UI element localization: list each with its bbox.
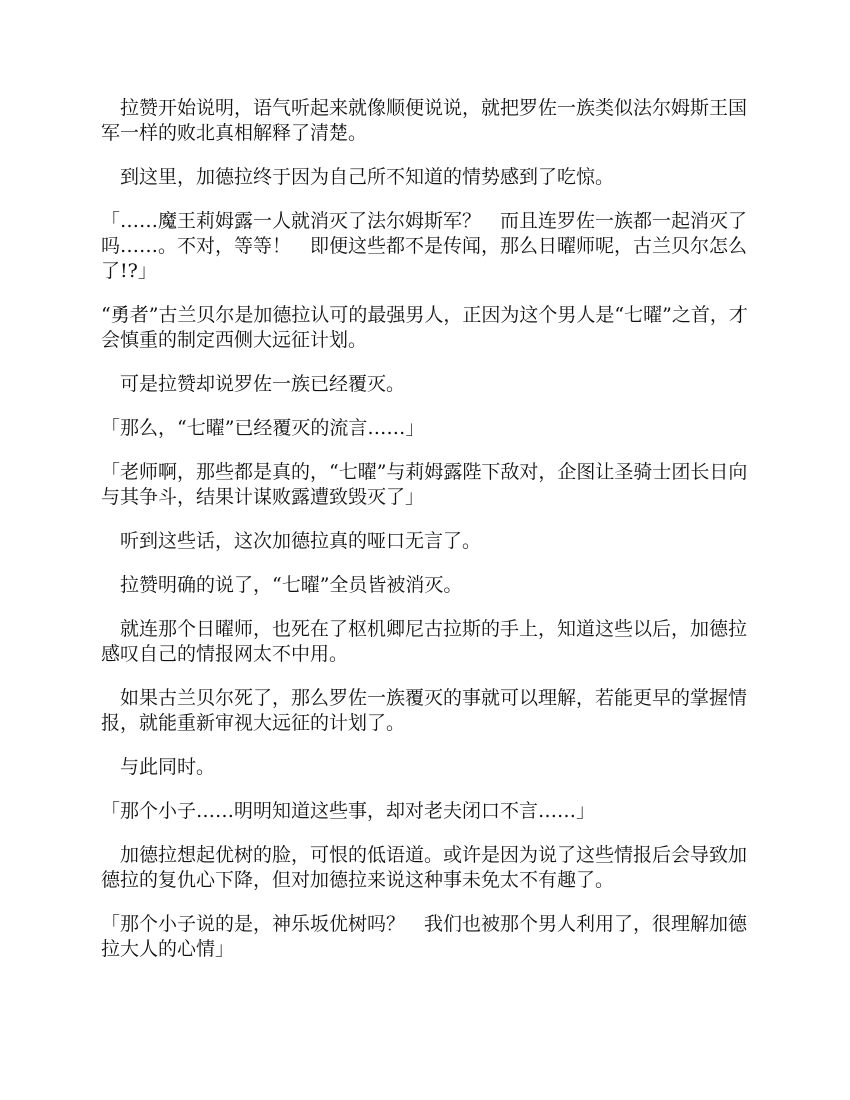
paragraph: 加德拉想起优树的脸，可恨的低语道。或许是因为说了这些情报后会导致加德拉的复仇心下降，但对加德拉来说这种事未免太不有趣了。 — [101, 844, 748, 891]
paragraph: 到这里，加德拉终于因为自己所不知道的情势感到了吃惊。 — [101, 166, 615, 188]
paragraph: 拉赞明确的说了，“七曜”全员皆被消灭。 — [101, 574, 463, 596]
paragraph: 「……魔王莉姆露一人就消灭了法尔姆斯军？ 而且连罗佐一族都一起消灭了吗……。不对，等等！ 即便这些都不是传闻，那么日曜师呢，古兰贝尔怎么了!?」 — [101, 210, 748, 282]
paragraph: 与此同时。 — [101, 756, 216, 778]
paragraph: 听到这些话，这次加德拉真的哑口无言了。 — [101, 530, 482, 552]
paragraph: 就连那个日曜师，也死在了枢机卿尼古拉斯的手上，知道这些以后，加德拉感叹自己的情报网太不中用。 — [101, 618, 748, 665]
paragraph: 拉赞开始说明，语气听起来就像顺便说说，就把罗佐一族类似法尔姆斯王国军一样的败北真相解释了清楚。 — [101, 97, 748, 144]
paragraph: 「那个小子说的是，神乐坂优树吗？ 我们也被那个男人利用了，很理解加德拉大人的心情」 — [101, 913, 748, 960]
paragraph: 「老师啊，那些都是真的，“七曜”与莉姆露陛下敌对，企图让圣骑士团长日向与其争斗，结果计谋败露遭致毁灭了」 — [101, 461, 748, 508]
paragraph: 「那么，“七曜”已经覆灭的流言……」 — [101, 417, 425, 439]
paragraph: “勇者”古兰贝尔是加德拉认可的最强男人，正因为这个男人是“七曜”之首，才会慎重的制定西侧大远征计划。 — [101, 304, 748, 351]
paragraph: 如果古兰贝尔死了，那么罗佐一族覆灭的事就可以理解，若能更早的掌握情报，就能重新审视大远征的计划了。 — [101, 687, 748, 734]
document-page — [101, 96, 751, 981]
paragraph: 可是拉赞却说罗佐一族已经覆灭。 — [101, 373, 406, 395]
paragraph: 「那个小子……明明知道这些事，却对老夫闭口不言……」 — [101, 800, 596, 822]
